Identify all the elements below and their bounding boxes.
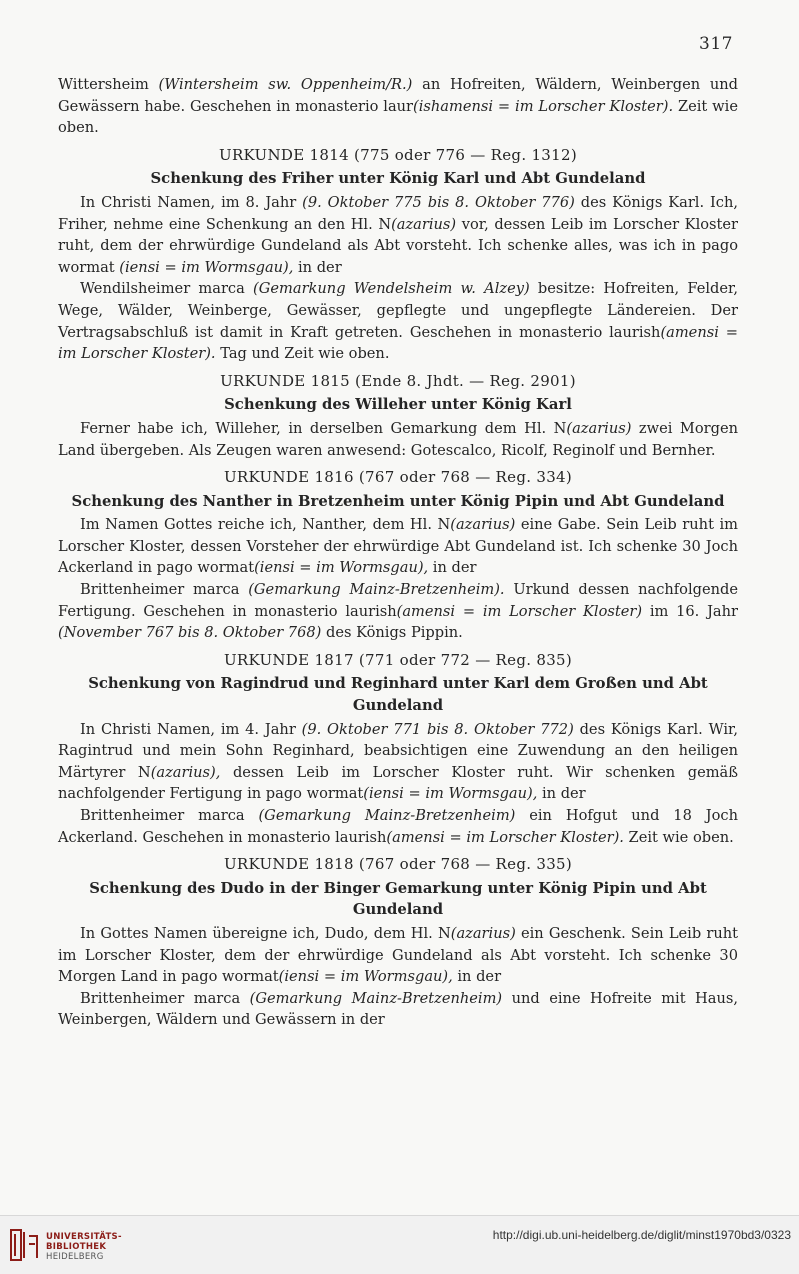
document-heading: URKUNDE 1817 (771 oder 772 — Reg. 835) (223, 650, 573, 669)
document-heading: URKUNDE 1818 (767 oder 768 — Reg. 335) (223, 855, 573, 874)
document-text (58, 74, 738, 1031)
paragraph: Brittenheimer marca (Gemarkung Mainz-Bretzenheim) ein Hofgut und 18 Joch Ackerland. Geschehen in monasterio laurish(amensi = im Lorscher Kloster). Zeit wie oben. (58, 807, 738, 846)
paragraph: Brittenheimer marca (Gemarkung Mainz-Bretzenheim) und eine Hofreite mit Haus, Weinbergen, Wäldern und Gewässern in der (58, 989, 738, 1029)
source-url-link[interactable]: http://digi.ub.uni-heidelberg.de/diglit/minst1970bd3/0323 (492, 1228, 791, 1242)
document-heading: URKUNDE 1814 (775 oder 776 — Reg. 1312) (219, 145, 577, 164)
document-title: Schenkung von Ragindrud und Reginhard unter Karl dem Großen und Abt Gundeland (88, 675, 708, 715)
paragraph: Wendilsheimer marca (Gemarkung Wendelsheim w. Alzey) besitze: Hofreiten, Felder, Wege, Wälder, Weinberge, Gewässer, gepflegte und ungepflegte Ländereien. Der Vertragsabschluß ist damit in Kraft getreten. Geschehen in monasterio laurish(amensi = im Lorscher Kloster). Tag und Zeit wie oben. (58, 280, 739, 363)
logo-line-1: UNIVERSITÄTS- (46, 1232, 122, 1242)
document-heading: URKUNDE 1815 (Ende 8. Jhdt. — Reg. 2901) (220, 371, 576, 390)
document-title: Schenkung des Dudo in der Binger Gemarkung unter König Pipin und Abt Gundeland (89, 879, 707, 919)
document-title: Schenkung des Friher unter König Karl und Abt Gundeland (150, 170, 646, 188)
logo-line-3: HEIDELBERG (46, 1252, 104, 1262)
paragraph: In Christi Namen, im 8. Jahr (9. Oktober 775 bis 8. Oktober 776) des Königs Karl. Ich, Friher, nehme eine Schenkung an den Hl. N(azarius) vor, dessen Leib im Lorscher Kloster ruht, dem der ehrwürdige Gundeland als Abt vorsteht. Ich schenke alles, was ich in pago wormat (iensi = im Wormsgau), in der (58, 193, 738, 276)
library-name (46, 1232, 122, 1262)
paragraph: Wittersheim (Wintersheim sw. Oppenheim/R.) an Hofreiten, Wäldern, Weinbergen und Gewässern habe. Geschehen in monasterio laur(ishamensi = im Lorscher Kloster). Zeit wie oben. (58, 76, 738, 137)
paragraph: Im Namen Gottes reiche ich, Nanther, dem Hl. N(azarius) eine Gabe. Sein Leib ruht im Lorscher Kloster, dessen Vorsteher der ehrwürdige Abt Gundeland ist. Ich schenke 30 Joch Ackerland in pago wormat(iensi = im Wormsgau), in der (58, 516, 738, 577)
paragraph: Ferner habe ich, Willeher, in derselben Gemarkung dem Hl. N(azarius) zwei Morgen Land übergeben. Als Zeugen waren anwesend: Gotescalco, Ricolf, Reginolf und Bernher. (58, 419, 738, 459)
footer-bar (0, 1215, 799, 1274)
logo-line-2: BIBLIOTHEK (46, 1242, 107, 1252)
page-number: 317 (699, 34, 733, 54)
document-title: Schenkung des Nanther in Bretzenheim unter König Pipin und Abt Gundeland (71, 492, 725, 510)
document-title: Schenkung des Willeher unter König Karl (224, 396, 572, 414)
paragraph: Brittenheimer marca (Gemarkung Mainz-Bretzenheim). Urkund dessen nachfolgende Fertigung. Geschehen in monasterio laurish(amensi = im Lorscher Kloster) im 16. Jahr (November 767 bis 8. Oktober 768) des Königs Pippin. (58, 581, 739, 642)
paragraph: In Christi Namen, im 4. Jahr (9. Oktober 771 bis 8. Oktober 772) des Königs Karl. Wir, Ragintrud und mein Sohn Reginhard, beabsichtigen eine Zuwendung an den heiligen Märtyrer N(azarius), dessen Leib im Lorscher Kloster ruht. Wir schenken gemäß nachfolgender Fertigung in pago wormat(iensi = im Wormsgau), in der (58, 720, 739, 803)
document-heading: URKUNDE 1816 (767 oder 768 — Reg. 334) (223, 468, 573, 487)
paragraph: In Gottes Namen übereigne ich, Dudo, dem Hl. N(azarius) ein Geschenk. Sein Leib ruht im Lorscher Kloster, dem der ehrwürdige Gundeland als Abt vorsteht. Ich schenke 30 Morgen Land in pago wormat(iensi = im Wormsgau), in der (58, 924, 738, 986)
university-library-logo-icon (10, 1228, 40, 1262)
